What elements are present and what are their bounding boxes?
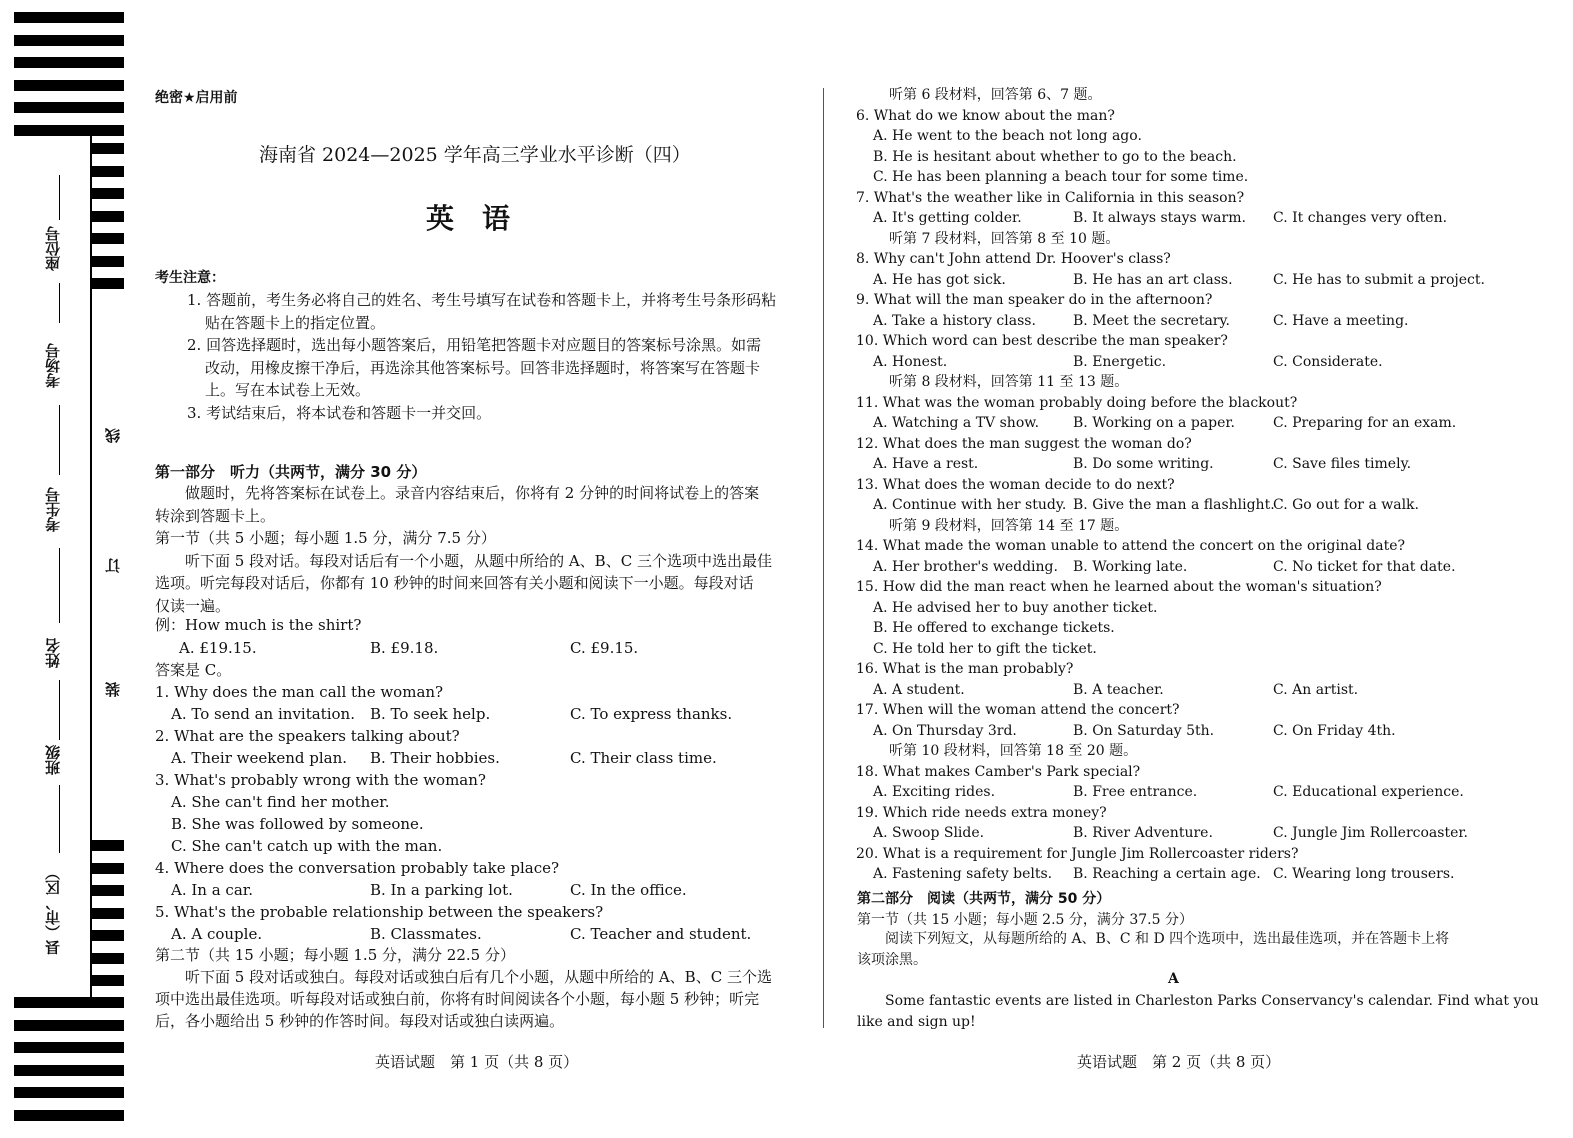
material-heading: 听第 10 段材料，回答第 18 至 20 题。 — [889, 743, 1138, 759]
margin-bar — [14, 102, 124, 113]
option-row — [856, 311, 1546, 332]
notice-line: 贴在答题卡上的指定位置。 — [205, 313, 386, 332]
option-row — [856, 454, 1546, 475]
section2-instructions: 第二节（共 15 小题；每小题 1.5 分，满分 22.5 分） 听下面 5 段对话或独白。每段对话或独白后有几个小题，从题中所给的 A、B、C 三个选 项中选出最佳选项。听每段对话或独白前，你将有时间阅读各个小题，每小题 5 秒钟；听完 后，各小题给出 5 秒钟的作答时间。每段对话或独白读两遍。 — [155, 946, 772, 1030]
right-footer: 英语试题 第 2 页（共 8 页） — [1077, 1053, 1281, 1071]
material-heading: 听第 7 段材料，回答第 8 至 10 题。 — [889, 230, 1120, 247]
option: A. Have a rest. — [873, 456, 979, 472]
question-stem: 16. What is the man probably? — [856, 661, 1074, 677]
option: C. Their class time. — [570, 749, 717, 767]
option: A. Fastening safety belts. — [873, 866, 1053, 882]
notice-heading: 考生注意： — [155, 270, 225, 286]
margin-bar — [92, 863, 124, 874]
margin-bar — [92, 930, 124, 941]
option: B. Free entrance. — [1073, 784, 1198, 800]
option: A. Her brother's wedding. — [873, 558, 1058, 575]
margin-bar — [92, 143, 124, 154]
field-class-label: 班级 — [44, 745, 62, 775]
field-examinee-blank — [59, 548, 60, 623]
question-stem: 3. What's probably wrong with the woman? — [155, 771, 486, 789]
option: C. Save files timely. — [1273, 456, 1412, 472]
margin-bar — [14, 1087, 124, 1098]
question-stem: 8. Why can't John attend Dr. Hoover's class? — [856, 251, 1171, 267]
option-row — [856, 864, 1546, 885]
margin-bar — [92, 256, 124, 267]
margin-bar — [14, 35, 124, 46]
question-stem: 20. What is a requirement for Jungle Jim Rollercoaster riders? — [856, 845, 1299, 862]
option-row — [856, 782, 1546, 803]
option: A. A couple. — [171, 925, 263, 943]
field-name-label: 姓名 — [44, 638, 62, 668]
option: C. He has to submit a project. — [1273, 271, 1485, 288]
option: C. It changes very often. — [1273, 210, 1448, 226]
option-row — [856, 270, 1546, 291]
option: C. Go out for a walk. — [1273, 497, 1419, 513]
option-row — [856, 680, 1546, 701]
secret-label: 绝密★启用前 — [155, 90, 238, 106]
option: A. He went to the beach not long ago. — [873, 128, 1142, 144]
question-stem: 17. When will the woman attend the concert? — [856, 702, 1180, 718]
option: C. Wearing long trousers. — [1273, 866, 1455, 882]
question-stem: 15. How did the man react when he learned about the woman's situation? — [856, 579, 1382, 595]
material-heading: 听第 8 段材料，回答第 11 至 13 题。 — [889, 374, 1129, 390]
field-room-label: 考场号 — [44, 343, 62, 388]
question-stem: 18. What makes Camber's Park special? — [856, 763, 1141, 780]
cut-ding-mark: 订 — [104, 558, 122, 573]
option: C. To express thanks. — [570, 705, 733, 723]
part1-instructions: 做题时，先将答案标在试卷上。录音内容结束后，你将有 2 分钟的时间将试卷上的答案 转涂到答题卡上。 第一节（共 5 小题；每小题 1.5 分，满分 7.5 分） 听下面 5 段对话。每段对话后有一个小题，从题中所给的 A、B、C 三个选项中选出最佳 选项。听完每段对话后，你都有 10 秒钟的时间来回答有关小题和阅读下一小题。每段对话 仅读一遍。 — [155, 484, 772, 615]
option: B. Classmates. — [370, 925, 482, 943]
field-class-blank — [59, 785, 60, 853]
option-row — [856, 721, 1546, 742]
option: C. An artist. — [1273, 681, 1359, 698]
option: B. In a parking lot. — [370, 881, 513, 899]
option: A. He advised her to buy another ticket. — [873, 599, 1158, 616]
option-row — [856, 352, 1546, 373]
example-answer: 答案是 C。 — [155, 661, 232, 679]
option: A. On Thursday 3rd. — [873, 722, 1017, 739]
margin-bar — [92, 840, 124, 851]
option: B. Their hobbies. — [370, 749, 500, 767]
option: C. Considerate. — [1273, 353, 1383, 370]
material-heading: 听第 9 段材料，回答第 14 至 17 题。 — [889, 517, 1129, 534]
option-row — [856, 495, 1546, 516]
exam-title: 海南省 2024—2025 学年高三学业水平诊断（四） — [259, 144, 691, 166]
option: B. He has an art class. — [1073, 271, 1233, 288]
example-block — [155, 614, 795, 682]
field-county-label: 县（市、区） — [44, 865, 62, 955]
margin-bar — [92, 188, 124, 199]
margin-bar — [92, 953, 124, 964]
question-stem: 9. What will the man speaker do in the afternoon? — [856, 292, 1213, 308]
question-stem: 4. Where does the conversation probably take place? — [155, 859, 560, 877]
option-row — [856, 823, 1546, 844]
cut-line-mark: 线 — [104, 428, 122, 443]
notice-line: 上。写在本试卷上无效。 — [205, 381, 371, 399]
option: C. No ticket for that date. — [1273, 558, 1456, 575]
cut-zhuang-mark: 装 — [104, 682, 122, 697]
option: B. Give the man a flashlight. — [1073, 497, 1275, 513]
part2-heading: 第二部分 阅读（共两节，满分 50 分） — [857, 891, 1111, 907]
field-examinee-label: 考生号 — [44, 487, 62, 532]
question-stem: 10. Which word can best describe the man speaker? — [856, 333, 1228, 349]
margin-bar — [92, 278, 124, 289]
option: A. He has got sick. — [873, 271, 1006, 288]
option-row — [856, 413, 1546, 434]
option: B. She was followed by someone. — [171, 815, 424, 833]
margin-bar — [14, 1110, 124, 1121]
part2-intro: 阅读下列短文，从每题所给的 A、B、C 和 D 四个选项中，选出最佳选项，并在答题卡上将 该项涂黑。 — [857, 931, 1450, 968]
option: A. Watching a TV show. — [873, 415, 1040, 431]
option: A. Swoop Slide. — [873, 825, 985, 841]
question-stem: 5. What's the probable relationship between the speakers? — [155, 903, 604, 921]
option: C. On Friday 4th. — [1273, 722, 1396, 739]
part1-heading: 第一部分 听力（共两节，满分 30 分） — [155, 463, 427, 481]
question-stem: 6. What do we know about the man? — [856, 107, 1115, 124]
margin-bar — [14, 12, 124, 23]
material-heading: 听第 6 段材料，回答第 6、7 题。 — [889, 87, 1102, 103]
notice-line: 2. 回答选择题时，选出每小题答案后，用铅笔把答题卡对应题目的答案标号涂黑。如需 — [187, 336, 762, 354]
option: B. He is hesitant about whether to go to the beach. — [873, 148, 1237, 165]
option: B. Do some writing. — [1073, 456, 1214, 472]
option: A. It's getting colder. — [873, 210, 1022, 226]
margin-bar — [14, 997, 124, 1008]
margin-bar — [92, 908, 124, 919]
example-option: C. £9.15. — [570, 638, 639, 657]
option: C. Jungle Jim Rollercoaster. — [1273, 825, 1468, 841]
margin-bar — [14, 1042, 124, 1053]
notice-line: 3. 考试结束后，将本试卷和答题卡一并交回。 — [187, 403, 492, 422]
option: C. In the office. — [570, 881, 687, 899]
option: A. Take a history class. — [873, 312, 1036, 329]
question-stem: 14. What made the woman unable to attend the concert on the original date? — [856, 538, 1406, 554]
questions-1-5 — [155, 681, 795, 945]
passage-label: A — [1168, 971, 1179, 987]
questions-6-20 — [856, 85, 1546, 885]
option: B. To seek help. — [370, 705, 491, 723]
option: A. To send an invitation. — [171, 705, 355, 723]
example-option: A. £19.15. — [179, 638, 257, 657]
margin-bar — [92, 885, 124, 896]
option-row — [856, 208, 1546, 229]
option: C. Educational experience. — [1273, 784, 1464, 800]
option: A. She can't find her mother. — [171, 793, 390, 811]
question-stem: 1. Why does the man call the woman? — [155, 683, 444, 701]
option: A. Exciting rides. — [873, 784, 996, 800]
option: B. Energetic. — [1073, 353, 1167, 370]
field-room-blank — [59, 405, 60, 475]
option: C. She can't catch up with the man. — [171, 837, 443, 855]
margin-bar — [92, 975, 124, 986]
field-seat-blank-lower — [59, 283, 60, 323]
subject-title: 英 语 — [426, 202, 511, 235]
field-name-blank — [59, 680, 60, 740]
option: C. Teacher and student. — [570, 925, 752, 943]
question-stem: 19. Which ride needs extra money? — [856, 804, 1107, 821]
notice-line: 1. 答题前，考生务必将自己的姓名、考生号填写在试卷和答题卡上，并将考生号条形码粘 — [187, 291, 777, 309]
field-seat-blank — [59, 175, 60, 220]
option: B. Working on a paper. — [1073, 415, 1235, 431]
question-stem: 12. What does the man suggest the woman do? — [856, 435, 1192, 452]
option: A. Continue with her study. — [873, 497, 1067, 513]
option: B. River Adventure. — [1073, 825, 1213, 841]
margin-bar — [14, 125, 124, 136]
option: B. Meet the secretary. — [1073, 312, 1231, 329]
option: B. A teacher. — [1073, 681, 1164, 698]
notice-line: 改动，用橡皮擦干净后，再选涂其他答案标号。回答非选择题时，将答案写在答题卡 — [205, 358, 761, 377]
option: B. It always stays warm. — [1073, 210, 1246, 226]
margin-bar — [92, 233, 124, 244]
page-divider — [823, 88, 824, 1028]
margin-bar — [92, 166, 124, 177]
notice-list — [187, 289, 776, 424]
option: C. Preparing for an exam. — [1273, 415, 1457, 431]
option: B. Working late. — [1073, 558, 1188, 575]
example-question: 例：How much is the shirt? — [155, 616, 362, 634]
margin-bar — [14, 80, 124, 91]
left-footer: 英语试题 第 1 页（共 8 页） — [375, 1053, 579, 1071]
question-stem: 2. What are the speakers talking about? — [155, 727, 460, 745]
question-stem: 7. What's the weather like in California in this season? — [856, 189, 1245, 206]
option: C. He has been planning a beach tour for some time. — [873, 169, 1249, 185]
field-seat-label: 座位号 — [44, 226, 62, 271]
example-option: B. £9.18. — [370, 638, 439, 657]
question-stem: 13. What does the woman decide to do next? — [856, 476, 1175, 493]
binding-rule — [90, 135, 92, 1000]
option: A. Their weekend plan. — [171, 749, 348, 767]
option: C. He told her to gift the ticket. — [873, 640, 1097, 657]
option-row — [856, 557, 1546, 578]
option: B. Reaching a certain age. — [1073, 866, 1261, 882]
margin-bar — [14, 57, 124, 68]
question-stem: 11. What was the woman probably doing before the blackout? — [856, 394, 1298, 411]
option: A. A student. — [873, 681, 965, 698]
option: B. On Saturday 5th. — [1073, 722, 1215, 739]
option: C. Have a meeting. — [1273, 312, 1409, 329]
margin-bar — [92, 211, 124, 222]
option: A. Honest. — [873, 353, 948, 370]
part2-section: 第一节（共 15 小题；每小题 2.5 分，满分 37.5 分） — [857, 912, 1193, 928]
option: B. He offered to exchange tickets. — [873, 620, 1115, 636]
margin-bar — [14, 1065, 124, 1076]
margin-bar — [14, 1020, 124, 1031]
option: A. In a car. — [171, 881, 254, 899]
passage-intro: Some fantastic events are listed in Charleston Parks Conservancy's calendar. Find what you like and sign up! — [857, 993, 1539, 1030]
